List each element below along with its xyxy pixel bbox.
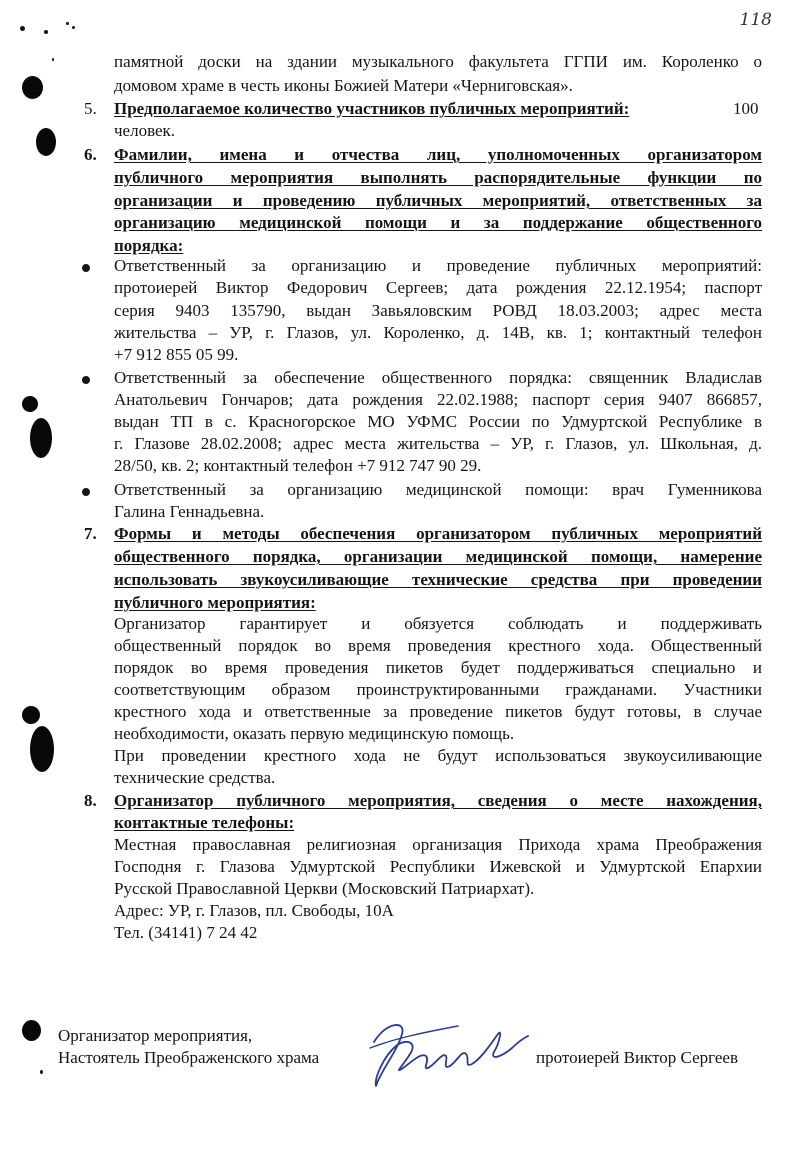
item-7-number: 7. [84, 524, 97, 543]
item-7-heading-line: общественного порядка, организации медицинской помощи, намерение [114, 547, 762, 566]
punch-hole [22, 396, 38, 412]
item-8-heading-line: Организатор публичного мероприятия, сведения о месте нахождения, [114, 791, 762, 810]
item-7-body-line: При проведении крестного хода не будут использоваться звукоусиливающие [114, 746, 762, 765]
bullet-line: Ответственный за обеспечение общественного порядка: священник Владислав [114, 368, 762, 387]
item-8-number: 8. [84, 791, 97, 810]
punch-hole [30, 418, 52, 458]
scan-speck [40, 1070, 43, 1074]
punch-hole [22, 1020, 41, 1041]
item-7-body-line: необходимости, оказать первую медицинскую помощь. [114, 724, 515, 743]
punch-hole [22, 706, 40, 724]
item-6-heading-line: Фамилии, имена и отчества лиц, уполномоченных организатором [114, 145, 762, 164]
item-6-heading-line: публичного мероприятия выполнять распорядительные функции по [114, 168, 762, 187]
item-7-body-line: технические средства. [114, 768, 276, 787]
item-8-body-line: Русской Православной Церкви (Московский Патриархат). [114, 879, 535, 898]
bullet-line: Ответственный за организацию и проведение публичных мероприятий: [114, 256, 762, 275]
bullet-line: Анатольевич Гончаров; дата рождения 22.02.1988; паспорт серия 9407 866857, [114, 390, 762, 409]
bullet-line: +7 912 855 05 99. [114, 345, 239, 364]
item-7-body-line: Организатор гарантирует и обязуется соблюдать и поддерживать [114, 614, 762, 633]
scan-speck [66, 22, 69, 25]
scan-speck [72, 26, 75, 29]
item-5-number: 5. [84, 99, 97, 118]
scan-speck [20, 26, 25, 31]
signatory-name: протоиерей Виктор Сергеев [536, 1048, 738, 1067]
item-8-body-line: Адрес: УР, г. Глазов, пл. Свободы, 10А [114, 901, 394, 920]
bullet-line: г. Глазове 28.02.2008; адрес места жительства – УР, г. Глазов, ул. Школьная, д. [114, 434, 762, 453]
item-7-heading-line: использовать звукоусиливающие технические средства при проведении [114, 570, 762, 589]
item-7-body-line: общественный порядок во время проведения крестного хода. Общественный [114, 636, 762, 655]
item-8-heading-line: контактные телефоны: [114, 813, 295, 832]
item-5-value: 100 [733, 99, 759, 118]
item-7-body-line: крестного хода и ответственные за проведение пикетов будут готовы, в случае [114, 702, 762, 721]
intro-line: памятной доски на здании музыкального факультета ГГПИ им. Короленко о [114, 52, 762, 71]
item-7-body-line: соответствующим образом проинструктированными гражданами. Участники [114, 680, 762, 699]
item-8-body-line: Тел. (34141) 7 24 42 [114, 923, 258, 942]
punch-hole [22, 76, 43, 99]
item-6-heading-line: организации и проведению публичных мероприятий, ответственных за [114, 191, 762, 210]
bullet-line: серия 9403 135790, выдан Завьяловским РОВД 18.03.2003; адрес места [114, 301, 762, 320]
item-6-heading-line: порядка: [114, 236, 184, 255]
signatory-title-line1: Организатор мероприятия, [58, 1026, 253, 1045]
page-number: 118 [739, 10, 772, 30]
handwritten-signature [366, 1012, 536, 1092]
bullet-line: протоиерей Виктор Федорович Сергеев; дата рождения 22.12.1954; паспорт [114, 278, 762, 297]
item-6-number: 6. [84, 145, 97, 164]
bullet-line: Галина Геннадьевна. [114, 502, 265, 521]
bullet-marker [82, 488, 90, 496]
bullet-marker [82, 376, 90, 384]
item-8-body-line: Местная православная религиозная организация Прихода храма Преображения [114, 835, 762, 854]
bullet-line: 28/50, кв. 2; контактный телефон +7 912 747 90 29. [114, 456, 482, 475]
signatory-title-line2: Настоятель Преображенского храма [58, 1048, 320, 1067]
item-7-body-line: порядок во время проведения пикетов будет поддерживаться специально и [114, 658, 762, 677]
item-8-body-line: Господня г. Глазова Удмуртской Республики Ижевской и Удмуртской Епархии [114, 857, 762, 876]
item-7-heading-line: Формы и методы обеспечения организатором публичных мероприятий [114, 524, 762, 543]
item-7-heading-line: публичного мероприятия: [114, 593, 316, 612]
intro-line: домовом храме в честь иконы Божией Матери «Черниговская». [114, 76, 573, 95]
bullet-line: жительства – УР, г. Глазов, ул. Короленко, д. 14В, кв. 1; контактный телефон [114, 323, 762, 342]
item-5-value-line2: человек. [114, 121, 176, 140]
bullet-line: выдан ТП в с. Красногорское МО УФМС России по Удмуртской Республике в [114, 412, 762, 431]
bullet-line: Ответственный за организацию медицинской помощи: врач Гуменникова [114, 480, 762, 499]
punch-hole [30, 726, 54, 772]
item-6-heading-line: организацию медицинской помощи и за поддержание общественного [114, 213, 762, 232]
item-5-heading: Предполагаемое количество участников публичных мероприятий: [114, 99, 630, 118]
punch-hole [36, 128, 56, 156]
scan-speck [52, 58, 54, 61]
scan-speck [44, 30, 48, 34]
bullet-marker [82, 264, 90, 272]
